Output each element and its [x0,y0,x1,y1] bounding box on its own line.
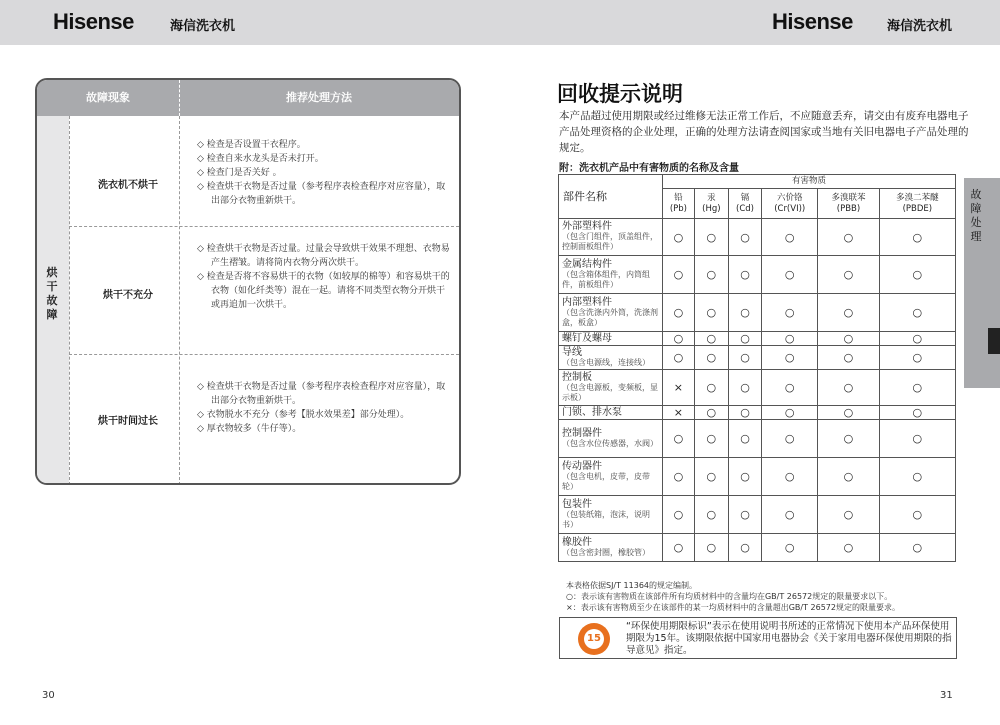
eco-period-box [559,617,957,659]
substance-mark: ○ [728,370,761,406]
table-row [559,534,956,562]
product-name-right: 海信洗衣机 [887,19,953,34]
table-row [559,346,956,370]
fix-item: ◇ 厚衣物较多（牛仔等）。 [197,424,302,434]
substance-mark: ○ [694,346,728,370]
section-tab-label: 故障处理 [970,188,982,243]
section-marker [988,328,1000,354]
substance-mark: ○ [694,406,728,420]
part-name: 传动器件 [562,460,602,472]
part-header: 部件名称 [559,175,663,219]
part-cell [559,458,663,496]
table-row [559,496,956,534]
substance-mark: ○ [818,332,879,346]
fix-item: ◇ 衣物脱水不充分（参考【脱水效果差】部分处理）。 [197,410,410,420]
substance-mark: ○ [818,294,879,332]
fix-item: ◇ 检查自来水龙头是否未打开。 [197,154,324,164]
col-header-symptom: 故障现象 [86,91,130,104]
substance-mark: ○ [762,406,818,420]
substance-mark: ○ [694,534,728,562]
substance-mark: ○ [663,219,695,256]
substance-mark: ○ [728,256,761,294]
table-caption: 附：洗衣机产品中有害物质的名称及含量 [559,163,739,174]
divider [69,116,70,485]
substance-header: 铅 (Pb) [663,189,695,219]
part-description: （包含密封圈，橡胶管） [562,547,650,557]
substance-header: 六价铬 (Cr(VI)) [762,189,818,219]
part-cell [559,406,663,420]
part-cell [559,496,663,534]
part-description: （包含门组件，顶盖组件，控制面板组件） [562,232,658,251]
note-line: 本表格依据SJ/T 11364的规定编制。 [566,581,698,590]
substance-mark: ○ [728,534,761,562]
part-description: （包含电机，皮带，皮带轮） [562,471,650,491]
eco-period-number: 15 [584,629,604,649]
substance-header: 多溴联苯 (PBB) [818,189,879,219]
table-row [559,406,956,420]
substance-header: 镉 (Cd) [728,189,761,219]
substance-mark: ○ [694,370,728,406]
substance-mark: ○ [879,496,955,534]
part-description: （包含箱体组件，内筒组件，前板组件） [562,269,650,289]
substance-mark: ○ [762,370,818,406]
note-line: ×：表示该有害物质至少在该部件的某一均质材料中的含量超出GB/T 26572规定的限量要求。 [566,603,900,612]
table-row [559,370,956,406]
substance-mark: ○ [728,458,761,496]
substance-mark: ○ [879,256,955,294]
part-name: 螺钉及螺母 [562,332,612,344]
part-cell [559,370,663,406]
eco-period-icon [578,623,610,655]
divider [179,116,180,485]
substance-mark: ○ [762,332,818,346]
substance-header: 汞 (Hg) [694,189,728,219]
substance-mark: ○ [818,534,879,562]
substance-mark: ○ [694,332,728,346]
table-row [559,458,956,496]
substance-mark: ○ [762,256,818,294]
part-name: 门锁、排水泵 [562,406,622,418]
symptom-label: 洗衣机不烘干 [98,180,158,191]
fix-list [197,242,452,312]
part-description: （包装纸箱，泡沫，说明书） [562,509,650,529]
symptom-label: 烘干不充分 [103,290,153,301]
symptom-label: 烘干时间过长 [98,416,158,427]
category-column [37,116,69,485]
substance-mark: ○ [663,256,695,294]
substance-header: 多溴二苯醚 (PBDE) [879,189,955,219]
substance-mark: ○ [762,346,818,370]
fix-list [197,138,452,208]
row-divider [69,226,459,227]
part-cell [559,294,663,332]
table-row [559,294,956,332]
part-name: 包装件 [562,498,592,510]
part-name: 控制板 [562,371,592,383]
substance-mark: ○ [818,420,879,458]
substance-mark: ○ [728,420,761,458]
fix-item: ◇ 检查门是否关好 。 [197,168,282,178]
substance-mark: ○ [728,332,761,346]
substance-mark: ○ [694,458,728,496]
substance-mark: ○ [879,219,955,256]
substance-mark: × [663,370,695,406]
part-name: 控制器件 [562,427,602,439]
substance-mark: ○ [663,420,695,458]
intro-paragraph: 本产品超过使用期限或经过维修无法正常工作后，不应随意丢弃，请交由有废弃电器电子产品处理资格的企业处理，正确的处理方法请查阅国家或当地有关旧电器电子产品处理的规定。 [559,110,969,154]
part-cell [559,256,663,294]
brand-logo-right: Hisense [772,9,853,34]
substance-mark: ○ [663,496,695,534]
substance-mark: ○ [818,406,879,420]
part-name: 金属结构件 [562,258,612,270]
substance-mark: ○ [879,420,955,458]
substance-mark: ○ [818,496,879,534]
substance-mark: ○ [728,294,761,332]
substance-mark: ○ [728,219,761,256]
part-cell [559,346,663,370]
table-row [559,219,956,256]
substance-mark: ○ [762,534,818,562]
substance-mark: ○ [694,219,728,256]
page-number-right: 31 [940,690,953,701]
category-label: 烘干故障 [46,266,58,321]
troubleshooting-table [35,78,461,485]
hazard-table [558,174,956,562]
substance-mark: ○ [762,219,818,256]
substance-mark: ○ [879,406,955,420]
page-number-left: 30 [42,690,55,701]
table-row [559,256,956,294]
brand-logo-left: Hisense [53,9,134,34]
substance-mark: ○ [728,406,761,420]
substance-mark: ○ [762,294,818,332]
substance-mark: ○ [762,496,818,534]
part-name: 外部塑料件 [562,221,612,232]
substance-mark: ○ [694,496,728,534]
substance-mark: ○ [694,420,728,458]
part-cell [559,219,663,256]
row-divider [69,354,459,355]
substance-mark: ○ [663,346,695,370]
part-description: （包含洗涤内外筒，洗涤剂盒，板盒） [562,307,658,327]
substance-mark: ○ [728,496,761,534]
part-description: （包含电源线，连接线） [562,357,650,367]
substance-mark: ○ [818,458,879,496]
col-header-solution: 推荐处理方法 [286,91,352,104]
note-line: ○：表示该有害物质在该部件所有均质材料中的含量均在GB/T 26572规定的限量要求以下。 [566,592,893,601]
substance-mark: ○ [879,346,955,370]
substance-mark: ○ [762,458,818,496]
part-name: 导线 [562,346,582,358]
table-row [559,420,956,458]
substance-mark: ○ [879,370,955,406]
substance-mark: ○ [818,219,879,256]
part-description: （包含水位传感器，水阀） [562,438,658,448]
substance-mark: ○ [879,458,955,496]
substance-mark: ○ [663,534,695,562]
fix-item: ◇ 检查烘干衣物是否过量。过量会导致烘干效果不理想、衣物易产生褶皱。请将筒内衣物分两次烘干。 [197,244,450,268]
product-name-left: 海信洗衣机 [170,19,236,34]
fix-item: ◇ 检查烘干衣物是否过量（参考程序表检查程序对应容量），取出部分衣物重新烘干。 [197,182,446,206]
part-cell [559,332,663,346]
fix-item: ◇ 检查是否设置干衣程序。 [197,140,306,150]
substance-mark: ○ [694,256,728,294]
part-name: 内部塑料件 [562,296,612,308]
fix-list [197,380,452,436]
substance-mark: ○ [879,332,955,346]
substance-mark: ○ [728,346,761,370]
substance-mark: ○ [663,458,695,496]
substance-mark: ○ [879,294,955,332]
eco-period-text: “环保使用期限标识”表示在使用说明书所述的正常情况下使用本产品环保使用期限为15年。该期限依据中国家用电器协会《关于家用电器环保使用期限的指导意见》指定。 [626,621,952,656]
substance-mark: ○ [663,332,695,346]
table-row [559,332,956,346]
substance-mark: ○ [818,346,879,370]
substance-mark: ○ [663,294,695,332]
page-title: 回收提示说明 [557,82,683,106]
substance-group-header: 有害物质 [663,175,956,189]
part-description: （包含电源板，变频板，显示板） [562,382,658,402]
part-cell [559,420,663,458]
substance-mark: ○ [879,534,955,562]
table-notes [566,580,900,613]
part-name: 橡胶件 [562,536,592,548]
table-header [37,80,459,116]
part-cell [559,534,663,562]
substance-mark: ○ [818,256,879,294]
fix-item: ◇ 检查是否将不容易烘干的衣物（如较厚的棉等）和容易烘干的衣物（如化纤类等）混在一起。请将不同类型衣物分开烘干或再追加一次烘干。 [197,272,450,310]
fix-item: ◇ 检查烘干衣物是否过量（参考程序表检查程序对应容量），取出部分衣物重新烘干。 [197,382,446,406]
substance-mark: × [663,406,695,420]
substance-mark: ○ [818,370,879,406]
substance-mark: ○ [762,420,818,458]
substance-mark: ○ [694,294,728,332]
